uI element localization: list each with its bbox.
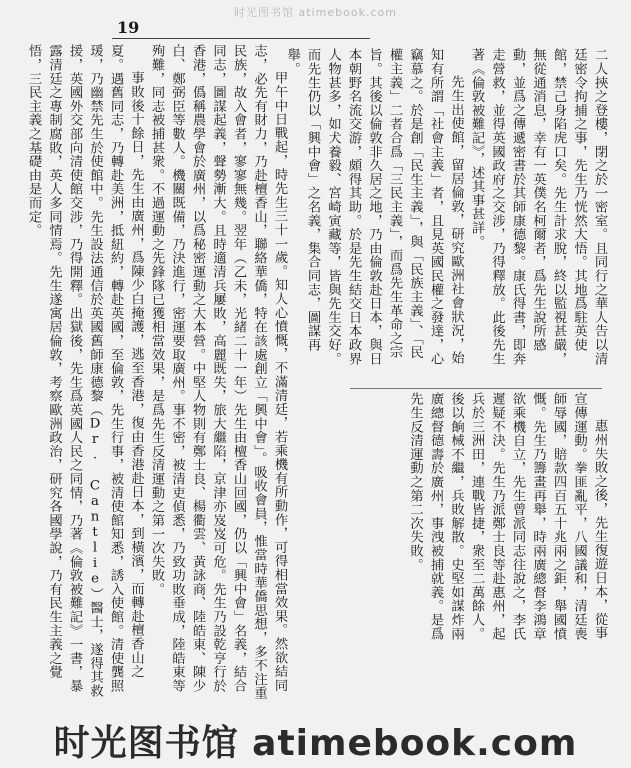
left-paragraph-2: 事敗後十餘日，先生由廣州，爲陳少白掩護，逃至香港，復由香港赴日本，到橫濱，而轉赴檀香山之夏。遇舊同志，乃轉赴美洲，抵紐約，轉赴英國，至倫敦，先生行事，被清使館知悉，誘入使館。清使龔照瑗，乃幽禁先生於使館中。先生設法通信於英國舊師康德黎（Dr. Cantlie）醫士，遂得其救援，英國外交部向清使館交涉，乃得開釋。出獄後，先生爲英國人民之同情，乃著《倫敦被難記》一書，暴露清廷之專制腐敗，英人多同情焉。先生遂寓居倫敦，考察歐洲政治，研究各國學說，乃有民生主義之覺悟，三民主義之基礎由是而定。: [26, 44, 144, 698]
section-divider: [350, 388, 602, 389]
header-rule: [112, 38, 370, 39]
left-column-text: [19, 44, 289, 704]
right-lower-paragraph-1: 惠州失敗之後，先生復遊日本，從事宣傳運動。拳匪亂平，八國議和，清廷喪師辱國，賠款四百五十兆兩之鉅，舉國憤慨。先生乃籌畫再舉，時兩廣總督李鴻章欲乘機自立，先生曾派同志往說之，李氏遲疑不決。先生乃派鄭士良等赴惠州，起兵於三洲田，連戰皆捷，衆至二萬餘人。後以餉械不繼，兵敗解散。史堅如謀炸兩廣總督德壽於廣州，事洩被捕就義。是爲先生反清運動之第二次失敗。: [407, 392, 607, 641]
right-upper-text: [284, 48, 609, 370]
left-paragraph-1: 甲午中日戰起，時先生三十一歲。知人心憤慨，不滿清廷，若乘機有所動作，可得相當效果。然欲結同志，必先有財力，乃赴檀香山，聯絡華僑，特在該處創立「興中會」。吸收會員，惟當時華僑思想，多不注重民族，故入會者，寥寥無幾。翌年（乙未，光緒二十一年）先生由檀香山回國，仍以「興中會」名義，結合同志，圖謀起義，聲勢漸大。且時適清兵屢敗，高麗既失，旅大繼陷，京津亦岌岌可危。先生乃設乾亨行於香港，僞稱農學會於廣州，以爲秘密運動之大本營。中堅人物則有鄭士良、楊衢雲、黃詠商、陸皓東、陳少白、鄭弼臣等數人。機關既備，乃決進行，密運要取廣州。事不密，被清吏偵悉，乃致功敗垂成，陸皓東等殉難，同志被捕甚衆。不過運動之先鋒隊已獲相當效果，是爲先生反清運動之第一次失敗。: [149, 44, 287, 700]
page-number: 19: [117, 18, 140, 37]
right-upper-paragraph-1: 二人挾之登樓，閉之於一密室。且同行之華人告以清廷密令拘捕之事，先生乃恍然大悟。其地爲駐英使館，禁己身陷虎口矣。先生計求脫，終以監視甚嚴，無從通消息，幸有一英僕名柯爾者，爲先生說所感動，並爲之傳遞密書於其師康德黎。康氏得書，即奔走營救，並得英國政府之交涉，乃得釋放。此後先生著《倫敦被難記》，述其事甚詳。: [469, 48, 607, 366]
right-upper-paragraph-2: 先生出使館，留居倫敦，研究歐洲社會狀況，始知有所謂「社會主義」者，且見英國民權之發達，心竊慕之。於是創「民生主義」，與「民族主義」、「民權主義」二者合爲「三民主義」，而爲先生革命之宗旨。其後以倫敦非久居之地，乃由倫敦赴日本，與日本朝野名流交游，頗得其助。於是先生結交日本政界人物甚多，如犬養毅、宮崎寅藏等，皆與先生交好。而先生仍以「興中會」之名義，集合同志，圖謀再舉。: [284, 48, 464, 366]
watermark-bottom: 时光图书馆 atimebook.com: [0, 712, 631, 768]
right-lower-text: [369, 392, 609, 642]
watermark-top: 时光图书馆 atimebook.com: [234, 6, 397, 19]
